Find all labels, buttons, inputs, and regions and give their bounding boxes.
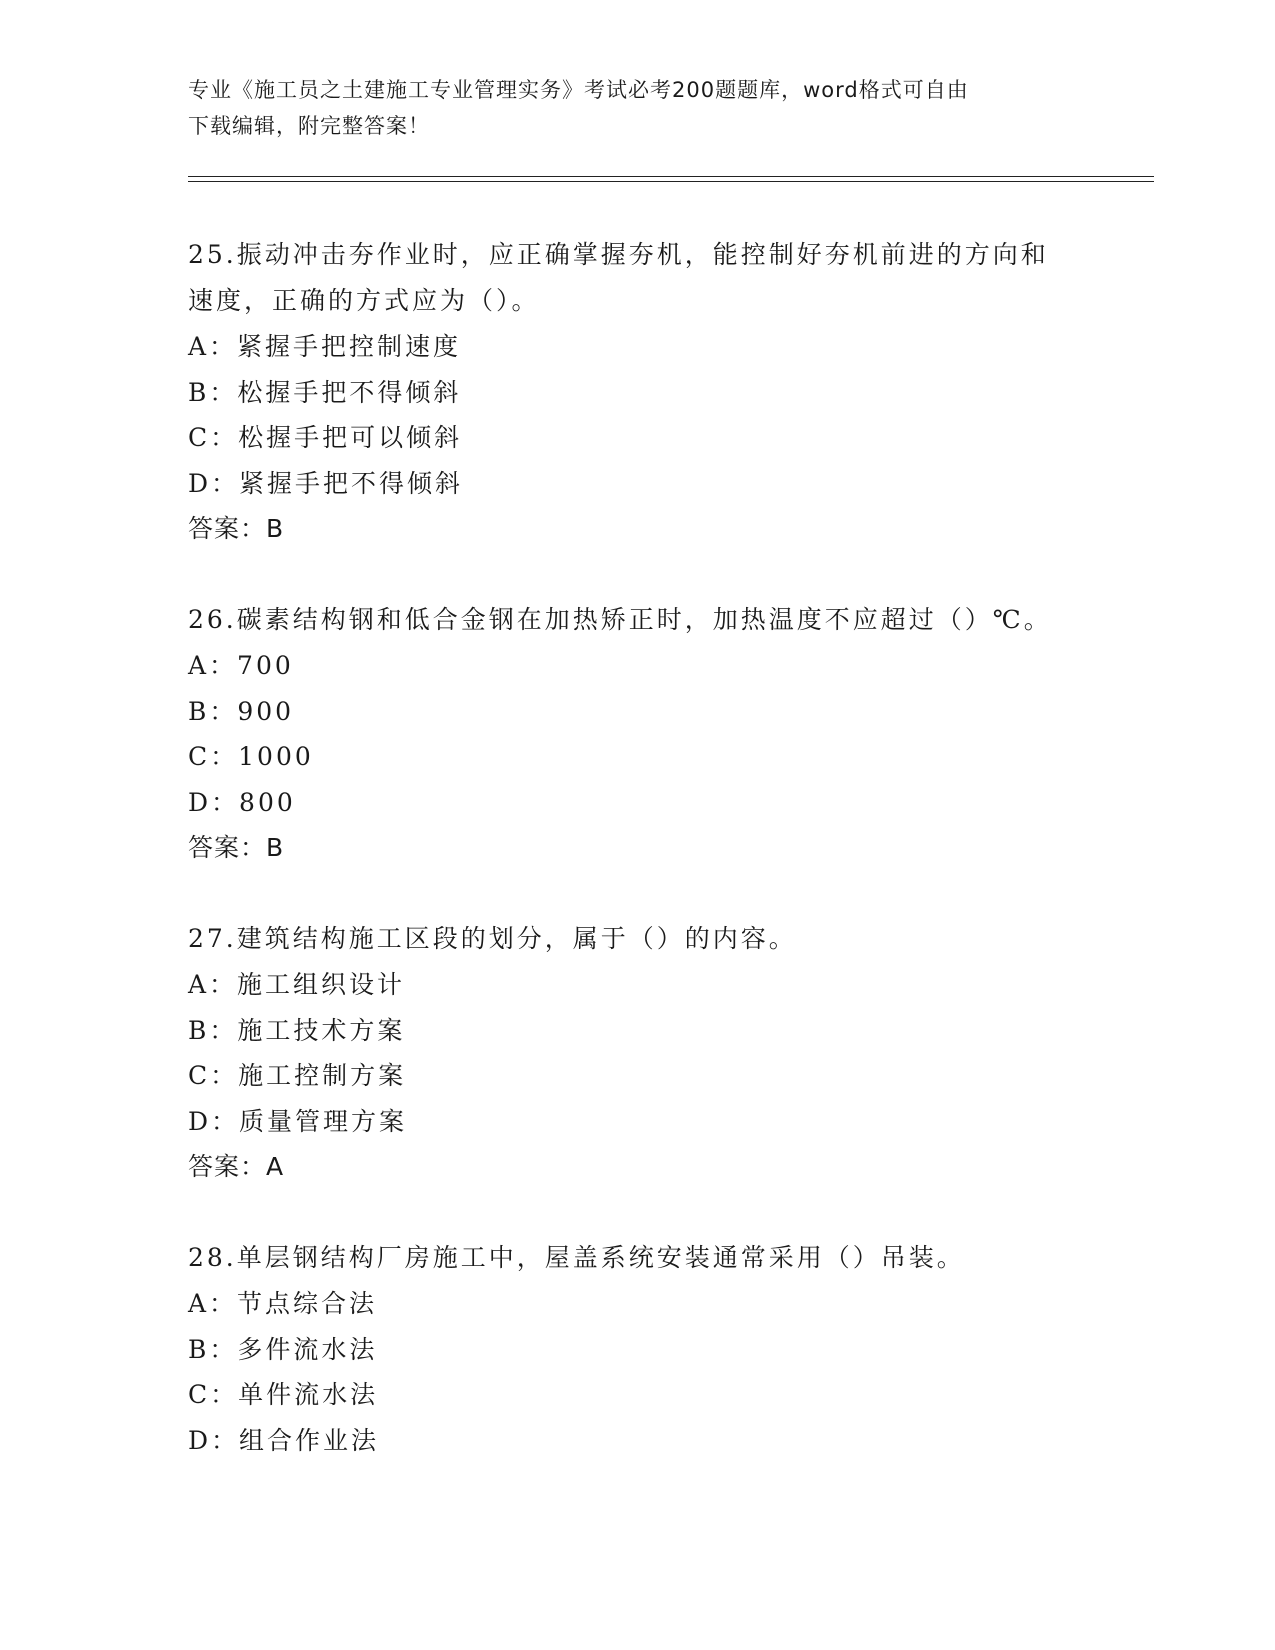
header-line-1: 专业《施工员之土建施工专业管理实务》考试必考200题题库，word格式可自由 — [188, 78, 969, 102]
option-c: C：松握手把可以倾斜 — [188, 423, 463, 452]
option-b: B：900 — [188, 696, 295, 726]
option-d: D：质量管理方案 — [188, 1106, 408, 1136]
document-header — [188, 72, 1088, 144]
header-line-2: 下载编辑，附完整答案！ — [188, 114, 430, 138]
option-b: B：多件流水法 — [188, 1334, 378, 1364]
option-b: B：松握手把不得倾斜 — [188, 377, 462, 407]
question-26 — [188, 597, 1088, 871]
option-c: C：1000 — [188, 742, 314, 771]
question-28 — [188, 1235, 1088, 1463]
option-d: D：紧握手把不得倾斜 — [188, 468, 464, 498]
option-d: D：组合作业法 — [188, 1425, 380, 1455]
question-text: 27.建筑结构施工区段的划分，属于（）的内容。 — [188, 924, 797, 953]
question-text: 26.碳素结构钢和低合金钢在加热矫正时，加热温度不应超过（）℃。 — [188, 605, 1052, 634]
answer-label: 答案：B — [188, 514, 285, 543]
option-c: C：施工控制方案 — [188, 1061, 407, 1090]
option-a: A：紧握手把控制速度 — [188, 332, 462, 361]
option-d: D：800 — [188, 787, 296, 817]
question-27 — [188, 916, 1088, 1190]
answer-label: 答案：B — [188, 833, 285, 862]
question-25 — [188, 232, 1088, 552]
option-a: A：节点综合法 — [188, 1289, 378, 1318]
question-text-continued: 速度，正确的方式应为（）。 — [188, 286, 540, 315]
question-text: 25.振动冲击夯作业时，应正确掌握夯机，能控制好夯机前进的方向和 — [188, 240, 1049, 269]
question-list — [188, 232, 1088, 1508]
question-text: 28.单层钢结构厂房施工中，屋盖系统安装通常采用（）吊装。 — [188, 1243, 965, 1272]
option-c: C：单件流水法 — [188, 1380, 379, 1409]
header-divider-top — [188, 176, 1154, 177]
option-a: A：700 — [188, 651, 294, 680]
answer-label: 答案：A — [188, 1152, 285, 1181]
option-a: A：施工组织设计 — [188, 970, 406, 999]
header-divider-bottom — [188, 181, 1154, 182]
option-b: B：施工技术方案 — [188, 1015, 406, 1045]
